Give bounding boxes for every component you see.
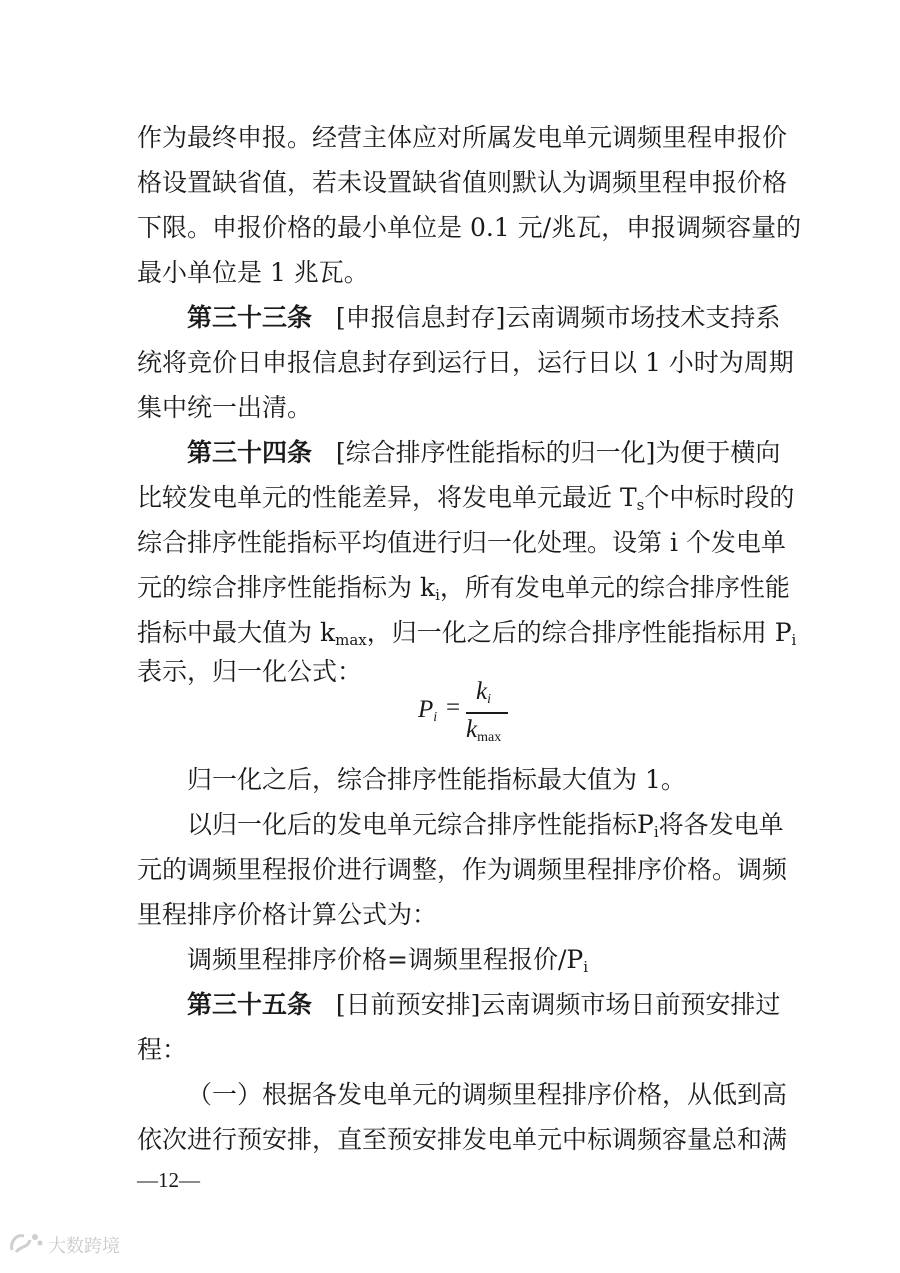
text-run: 将各发电单 — [658, 810, 784, 839]
paragraph-line — [187, 805, 784, 845]
page-number: —12— — [137, 1168, 200, 1192]
subscript: i — [433, 710, 438, 725]
paragraph-line: 格设置缺省值，若未设置缺省值则默认为调频里程申报价格 — [137, 168, 788, 197]
article-33-text: [申报信息封存]云南调频市场技术支持系 — [335, 303, 781, 332]
subscript: i — [583, 958, 589, 976]
article-33-line: 集中统一出清。 — [137, 393, 313, 422]
fraction-bar — [466, 712, 508, 714]
subscript: i — [791, 631, 797, 649]
formula-equals: = — [446, 694, 461, 721]
watermark-logo-icon — [8, 1230, 44, 1256]
normalization-formula — [0, 678, 900, 748]
formula-var: P — [418, 696, 434, 723]
article-35-line: （一）根据各发电单元的调频里程排序价格，从低到高 — [187, 1080, 788, 1109]
text-run: 指标中最大值为 k — [137, 618, 336, 647]
article-34-line — [187, 433, 781, 473]
article-35-line — [187, 985, 781, 1025]
article-35-text: [日前预安排]云南调频市场日前预安排过 — [335, 990, 781, 1019]
article-35-line: 程： — [137, 1035, 188, 1064]
article-34-text: [综合排序性能指标的归一化]为便于横向 — [335, 438, 781, 467]
paragraph-line: 里程排序价格计算公式为： — [137, 900, 438, 929]
subscript: s — [636, 496, 645, 514]
formula-denominator — [466, 716, 501, 744]
text-run: 比较发电单元的性能差异，将发电单元最近 T — [137, 483, 637, 512]
paragraph-line: 最小单位是 1 兆瓦。 — [137, 258, 369, 287]
subscript: max — [335, 631, 367, 649]
article-33-line — [187, 298, 781, 338]
text-run: 调频里程排序价格=调频里程报价/P — [187, 945, 584, 974]
subscript: max — [477, 730, 502, 745]
article-35-line: 依次进行预安排，直至预安排发电单元中标调频容量总和满 — [137, 1125, 788, 1154]
paragraph-line — [187, 940, 777, 980]
article-34-line — [137, 478, 795, 518]
watermark-text: 大数跨境 — [48, 1236, 120, 1257]
text-run: ，所有发电单元的综合排序性能 — [439, 573, 790, 602]
formula-var: k — [466, 716, 478, 743]
subscript: i — [653, 823, 659, 841]
formula-var: k — [476, 678, 488, 705]
article-33-line: 统将竞价日申报信息封存到运行日，运行日以 1 小时为周期 — [137, 348, 794, 377]
subscript: i — [435, 586, 440, 604]
text-run: 以归一化后的发电单元综合排序性能指标P — [187, 810, 654, 839]
article-34-title: 第三十四条 — [187, 438, 313, 467]
article-34-line: 表示，归一化公式： — [137, 657, 363, 686]
formula-lhs — [418, 696, 437, 724]
paragraph-line: 作为最终申报。经营主体应对所属发电单元调频里程申报价 — [137, 123, 788, 152]
paragraph-line: 下限。申报价格的最小单位是 0.1 元/兆瓦，申报调频容量的 — [137, 213, 802, 242]
article-33-title: 第三十三条 — [187, 303, 313, 332]
text-run: 个中标时段的 — [644, 483, 795, 512]
article-35-title: 第三十五条 — [187, 990, 313, 1019]
formula-numerator — [476, 678, 491, 706]
article-34-line — [137, 613, 797, 653]
text-run: ，归一化之后的综合排序性能指标用 P — [366, 618, 792, 647]
article-34-line: 综合排序性能指标平均值进行归一化处理。设第 i 个发电单 — [137, 528, 786, 557]
text-run: 元的综合排序性能指标为 k — [137, 573, 436, 602]
paragraph-line: 元的调频里程报价进行调整，作为调频里程排序价格。调频 — [137, 855, 788, 884]
paragraph-line: 归一化之后，综合排序性能指标最大值为 1。 — [187, 765, 686, 794]
article-34-line — [137, 568, 790, 608]
subscript: i — [487, 692, 491, 707]
